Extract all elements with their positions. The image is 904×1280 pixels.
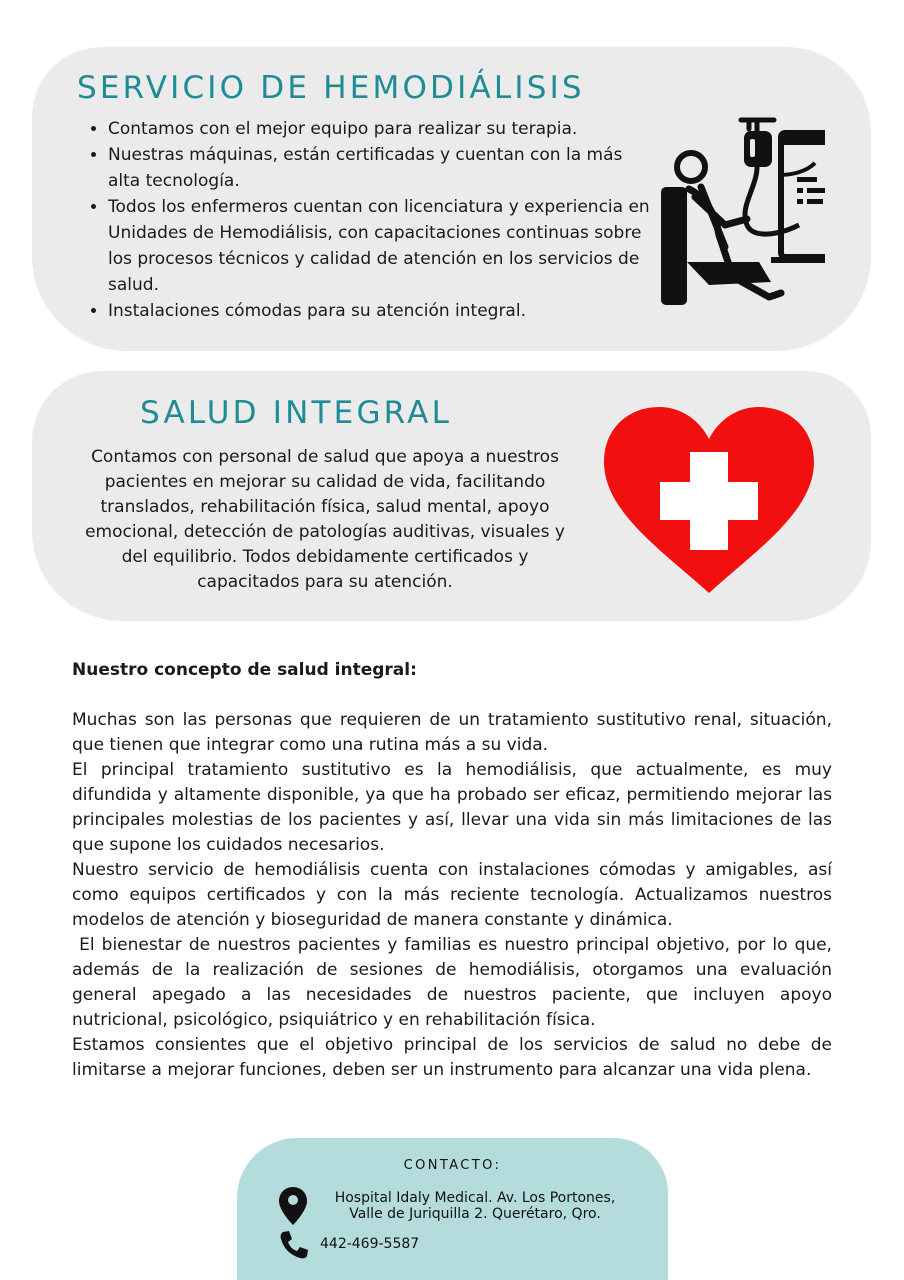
location-pin-icon xyxy=(279,1187,307,1225)
bullet-item: • Instalaciones cómodas para su atención integral. xyxy=(108,298,658,324)
hemodialysis-title: SERVICIO DE HEMODIÁLISIS xyxy=(77,70,585,106)
heart-cross-icon xyxy=(604,407,814,597)
hemodialysis-card xyxy=(32,47,871,351)
contact-phone[interactable]: 442-469-5587 xyxy=(320,1236,420,1252)
concept-heading: Nuestro concepto de salud integral: xyxy=(72,660,417,680)
concept-paragraph: Estamos consientes que el objetivo principal de los servicios de salud no debe de limitarse a mejorar funciones, deben ser un instrumento para alcanzar una vida plena. xyxy=(72,1035,832,1080)
phone-icon xyxy=(279,1230,309,1260)
bullet-item: • Nuestras máquinas, están certificadas y cuentan con la más alta tecnología. xyxy=(108,142,658,194)
concept-paragraph: Muchas son las personas que requieren de un tratamiento sustitutivo renal, situación, que tienen que integrar como una rutina más a su vida. xyxy=(72,710,832,755)
hemodialysis-bullet-list xyxy=(77,116,658,324)
integral-health-card xyxy=(32,371,871,621)
concept-section xyxy=(72,658,838,1083)
contact-box xyxy=(237,1138,668,1280)
integral-health-description: Contamos con personal de salud que apoya a nuestros pacientes en mejorar su calidad de vida, facilitando translados, rehabilitación física, salud mental, apoyo emocional, detección de patologías auditivas, visuales y del equilibrio. Todos debidamente certificados y capacitados para su atención. xyxy=(85,447,565,592)
concept-paragraph: El principal tratamiento sustitutivo es la hemodiálisis, que actualmente, es muy difundida y altamente disponible, ya que ha probado ser eficaz, permitiendo mejorar las principales molestias de los pacientes y así, llevar una vida sin más limitaciones de las que supone los cuidados necesarios. xyxy=(72,760,832,855)
bullet-item: • Contamos con el mejor equipo para realizar su terapia. xyxy=(108,116,658,142)
concept-paragraph: Nuestro servicio de hemodiálisis cuenta con instalaciones cómodas y amigables, así como equipos certificados y con la más reciente tecnología. Actualizamos nuestros modelos de atención y bioseguridad de manera constante y dinámica. xyxy=(72,860,832,930)
concept-paragraph: El bienestar de nuestros pacientes y familias es nuestro principal objetivo, por lo que, además de la realización de sesiones de hemodiálisis, otorgamos una evaluación general apegado a las necesidades de nuestros paciente, que incluyen apoyo nutricional, psicológico, psiquiátrico y en rehabilitación física. xyxy=(72,935,838,1030)
integral-health-title: SALUD INTEGRAL xyxy=(140,395,453,431)
address-line: Hospital Idaly Medical. Av. Los Portones, xyxy=(334,1190,616,1206)
dialysis-patient-icon xyxy=(629,117,825,313)
bullet-item: • Todos los enfermeros cuentan con licenciatura y experiencia en Unidades de Hemodiálisis, con capacitaciones continuas sobre los procesos técnicos y calidad de atención en los servicios de salud. xyxy=(108,194,658,298)
contact-address xyxy=(315,1190,635,1222)
contact-title: CONTACTO: xyxy=(403,1158,502,1173)
address-line: Valle de Juriquilla 2. Querétaro, Qro. xyxy=(349,1206,601,1222)
